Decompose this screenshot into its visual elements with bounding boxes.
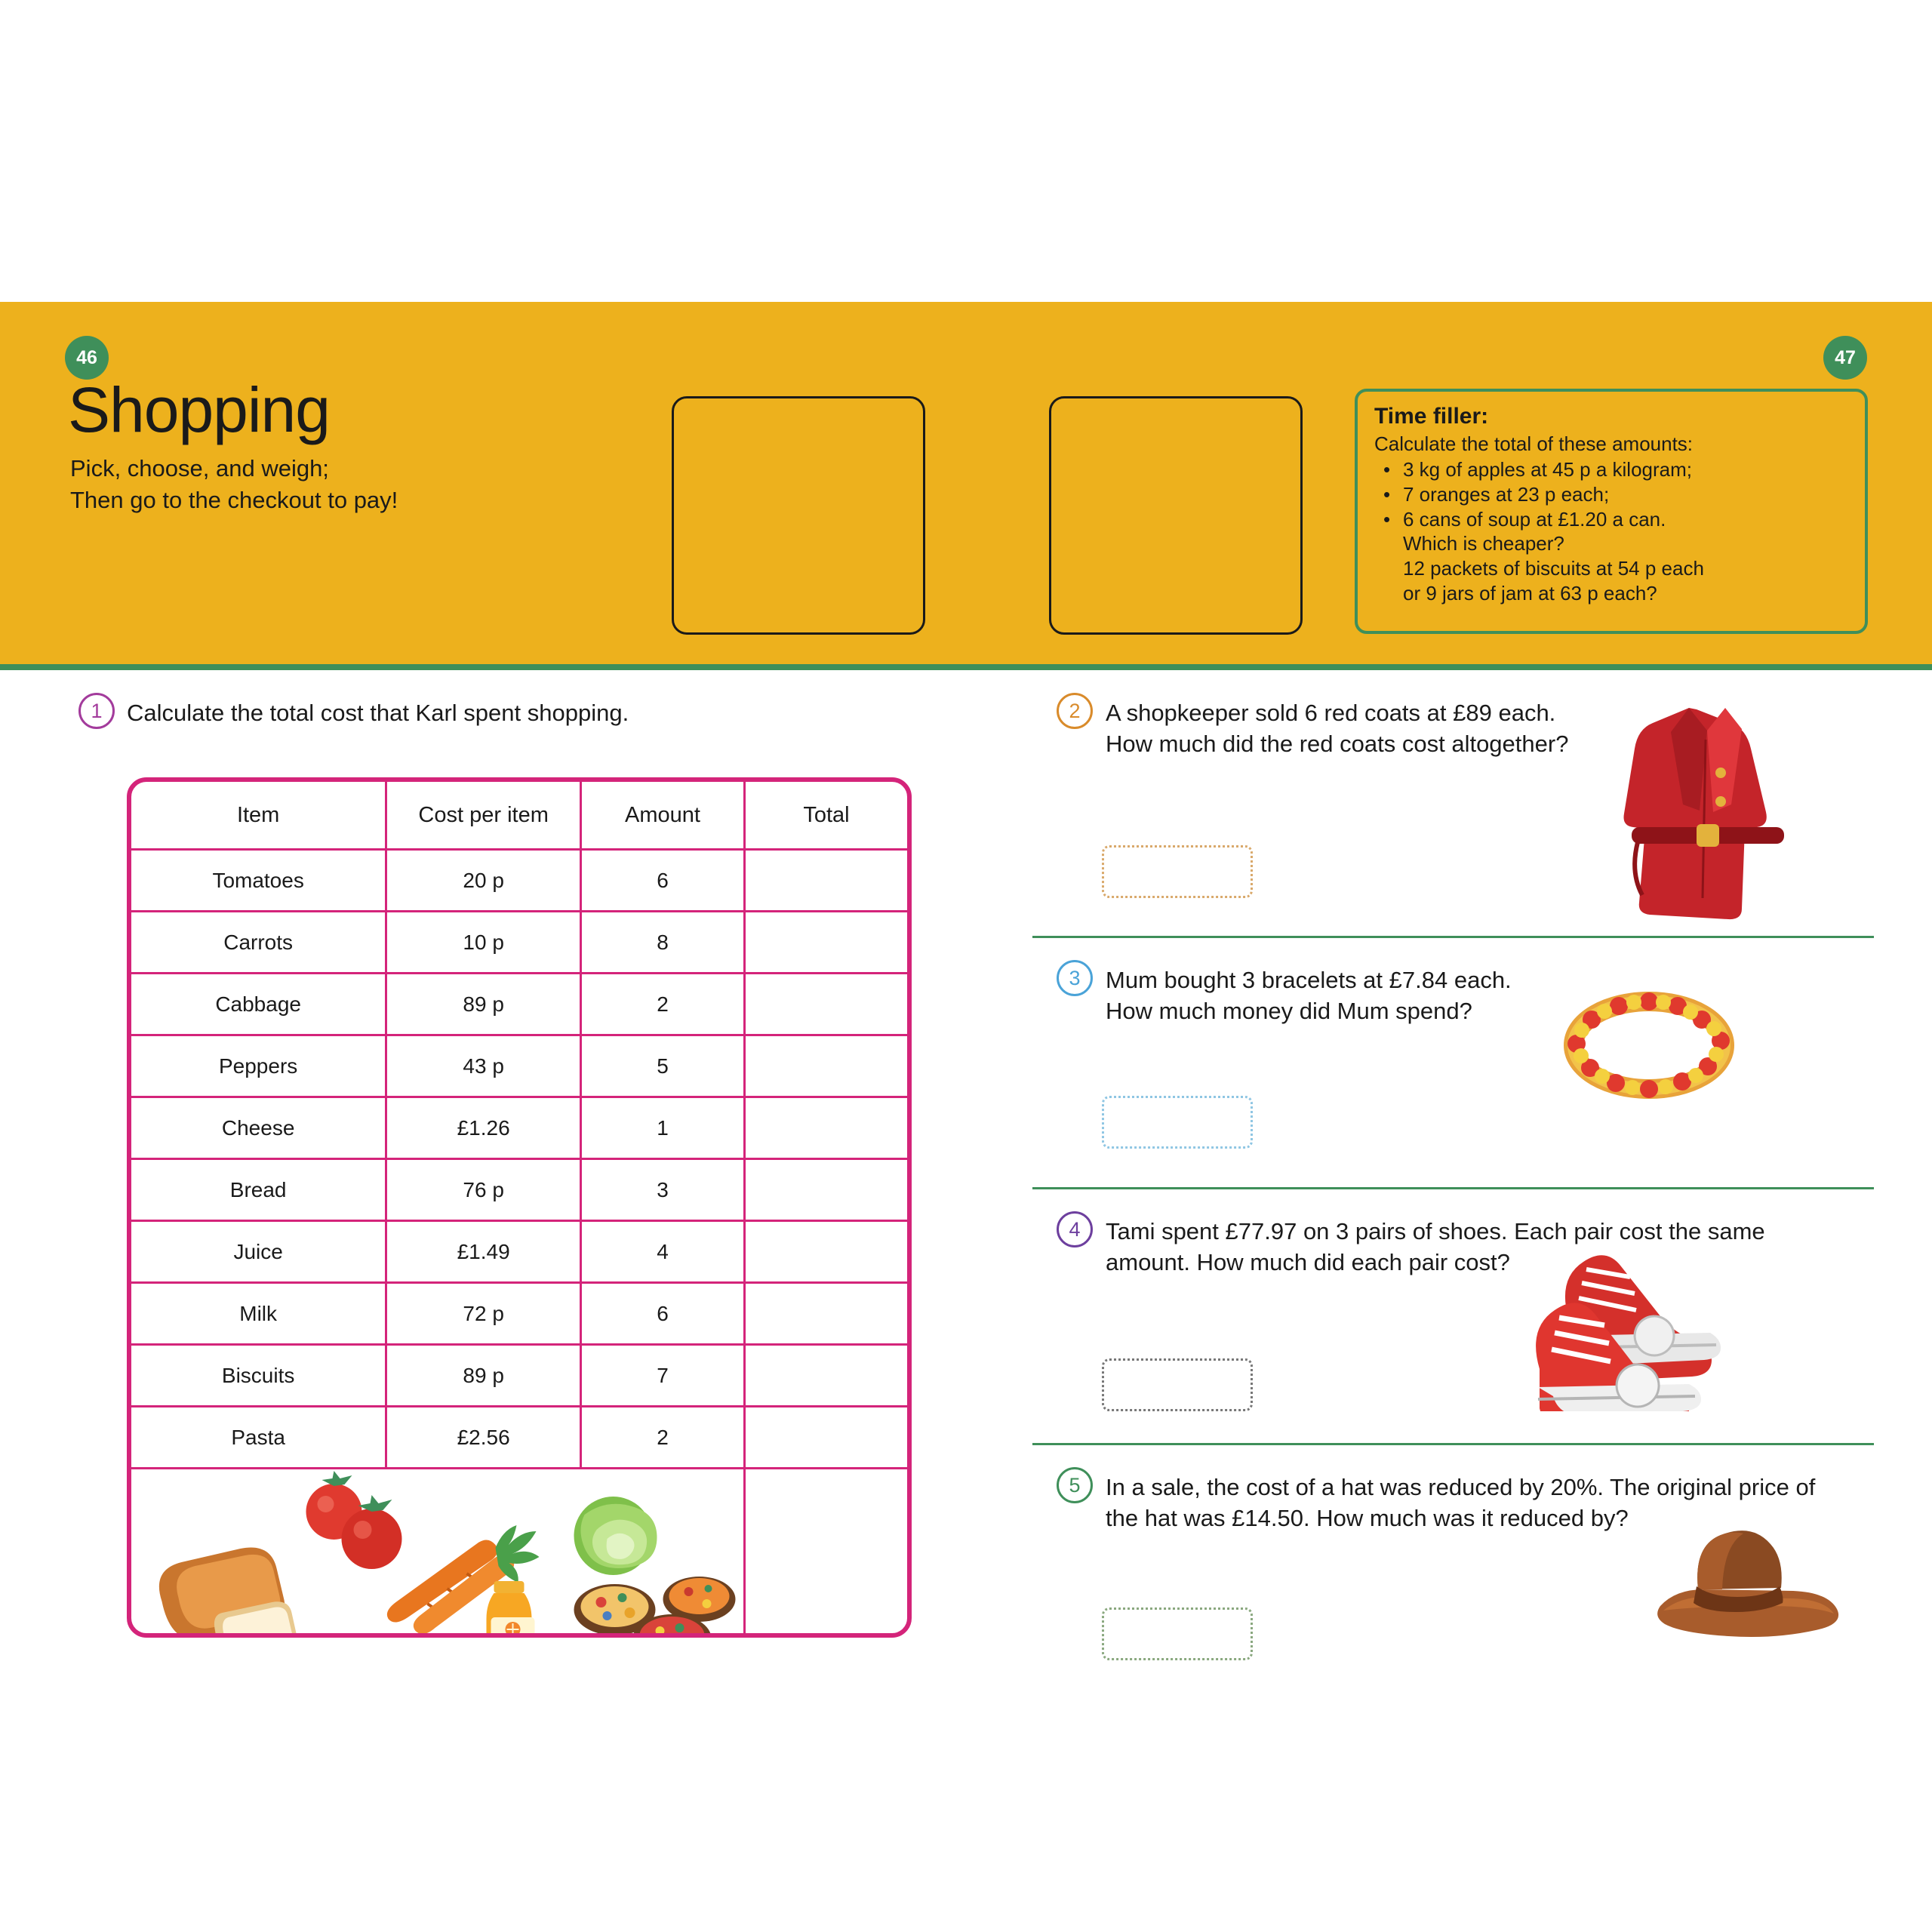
cell-cost: 89 p [386, 974, 581, 1035]
cell-amount: 8 [581, 912, 745, 974]
question-5-line-2: the hat was £14.50. How much was it reduced by? [1106, 1504, 1629, 1531]
answer-box-question-5[interactable] [1102, 1607, 1253, 1660]
cell-total-input[interactable] [744, 1345, 907, 1407]
time-filler-continuation-3: or 9 jars of jam at 63 p each? [1403, 581, 1657, 605]
page-number-right: 47 [1823, 336, 1867, 380]
question-5-line-1: In a sale, the cost of a hat was reduced by 20%. The original price of [1106, 1474, 1816, 1500]
table-row [131, 1283, 907, 1345]
header-blank-box-1[interactable] [672, 396, 925, 635]
time-filler-item: • 6 cans of soup at £1.20 a can. [1403, 507, 1848, 532]
question-2-line-2: How much did the red coats cost altogether? [1106, 730, 1569, 757]
cell-total-input[interactable] [744, 1159, 907, 1221]
question-4-text [1106, 1217, 1883, 1278]
question-3-text [1106, 965, 1875, 1027]
cell-item: Cabbage [131, 974, 386, 1035]
cell-item: Pasta [131, 1407, 386, 1469]
table-row [131, 1159, 907, 1221]
answer-box-question-3[interactable] [1102, 1096, 1253, 1149]
table-row [131, 1035, 907, 1097]
table-row [131, 1097, 907, 1159]
section-divider-2 [1032, 1187, 1874, 1189]
cell-amount: 6 [581, 1283, 745, 1345]
cell-cost: 43 p [386, 1035, 581, 1097]
time-filler-continuation-1: Which is cheaper? [1403, 532, 1564, 555]
table-illustration-row [131, 1469, 907, 1638]
table-row [131, 1407, 907, 1469]
question-number-3: 3 [1057, 960, 1093, 996]
cell-total-input[interactable] [744, 1097, 907, 1159]
question-3-line-2: How much money did Mum spend? [1106, 997, 1472, 1024]
cell-amount: 2 [581, 1407, 745, 1469]
bracelet-illustration [1558, 985, 1740, 1109]
cell-item: Bread [131, 1159, 386, 1221]
cell-cost: 76 p [386, 1159, 581, 1221]
section-divider-1 [1032, 936, 1874, 938]
time-filler-panel [1355, 389, 1868, 634]
table-row [131, 850, 907, 912]
question-1-text: Calculate the total cost that Karl spent shopping. [127, 700, 629, 726]
answer-box-question-2[interactable] [1102, 845, 1253, 898]
cell-item: Biscuits [131, 1345, 386, 1407]
page-subtitle [70, 453, 398, 516]
cell-total-input[interactable] [744, 1035, 907, 1097]
cell-item: Tomatoes [131, 850, 386, 912]
cell-total-input[interactable] [744, 1407, 907, 1469]
cell-amount: 3 [581, 1159, 745, 1221]
cell-total-input[interactable] [744, 974, 907, 1035]
table-row [131, 912, 907, 974]
cell-cost: 72 p [386, 1283, 581, 1345]
subtitle-line-1: Pick, choose, and weigh; [70, 455, 329, 481]
time-filler-item: • 7 oranges at 23 p each; [1403, 482, 1848, 507]
cell-total-input[interactable] [744, 912, 907, 974]
shopping-table [127, 777, 912, 1638]
question-number-5: 5 [1057, 1467, 1093, 1503]
cell-amount: 7 [581, 1345, 745, 1407]
cell-amount: 4 [581, 1221, 745, 1283]
section-divider-3 [1032, 1443, 1874, 1445]
column-header-total: Total [744, 782, 907, 850]
subtitle-line-2: Then go to the checkout to pay! [70, 486, 398, 513]
cell-cost: £2.56 [386, 1407, 581, 1469]
answer-box-question-4[interactable] [1102, 1358, 1253, 1411]
time-filler-title: Time filler: [1374, 404, 1489, 429]
cell-cost: 10 p [386, 912, 581, 974]
question-2-line-1: A shopkeeper sold 6 red coats at £89 each. [1106, 700, 1556, 726]
page-title: Shopping [68, 374, 330, 445]
column-header-item: Item [131, 782, 386, 850]
cell-total-input[interactable] [744, 1221, 907, 1283]
page-number-left: 46 [65, 336, 109, 380]
time-filler-continuation-2: 12 packets of biscuits at 54 p each [1403, 557, 1704, 580]
hat-illustration [1645, 1517, 1841, 1664]
cell-item: Milk [131, 1283, 386, 1345]
cell-item: Carrots [131, 912, 386, 974]
table-header-row [131, 782, 907, 850]
question-number-2: 2 [1057, 693, 1093, 729]
cell-amount: 6 [581, 850, 745, 912]
question-4-line-1: Tami spent £77.97 on 3 pairs of shoes. Each pair cost the same [1106, 1218, 1765, 1244]
cell-amount: 1 [581, 1097, 745, 1159]
column-header-cost: Cost per item [386, 782, 581, 850]
column-header-amount: Amount [581, 782, 745, 850]
table-row [131, 1221, 907, 1283]
cell-cost: 20 p [386, 850, 581, 912]
red-coat-illustration [1607, 694, 1811, 924]
cell-amount: 2 [581, 974, 745, 1035]
time-filler-item: • 3 kg of apples at 45 p a kilogram; [1403, 457, 1848, 482]
header-blank-box-2[interactable] [1049, 396, 1303, 635]
table-row [131, 974, 907, 1035]
cell-grand-total-input[interactable] [744, 1469, 907, 1638]
question-3-line-1: Mum bought 3 bracelets at £7.84 each. [1106, 967, 1512, 993]
cell-cost: £1.49 [386, 1221, 581, 1283]
cell-total-input[interactable] [744, 1283, 907, 1345]
sneakers-illustration [1524, 1230, 1766, 1415]
cell-total-input[interactable] [744, 850, 907, 912]
cell-amount: 5 [581, 1035, 745, 1097]
cell-item: Peppers [131, 1035, 386, 1097]
cell-cost: 89 p [386, 1345, 581, 1407]
table-row [131, 1345, 907, 1407]
question-number-4: 4 [1057, 1211, 1093, 1247]
question-4-line-2: amount. How much did each pair cost? [1106, 1248, 1510, 1275]
cell-item: Juice [131, 1221, 386, 1283]
time-filler-list [1374, 457, 1848, 531]
header-divider-rule [0, 664, 1932, 670]
groceries-illustration [131, 1469, 744, 1638]
cell-cost: £1.26 [386, 1097, 581, 1159]
time-filler-intro: Calculate the total of these amounts: [1374, 432, 1694, 455]
question-number-1: 1 [78, 693, 115, 729]
cell-item: Cheese [131, 1097, 386, 1159]
